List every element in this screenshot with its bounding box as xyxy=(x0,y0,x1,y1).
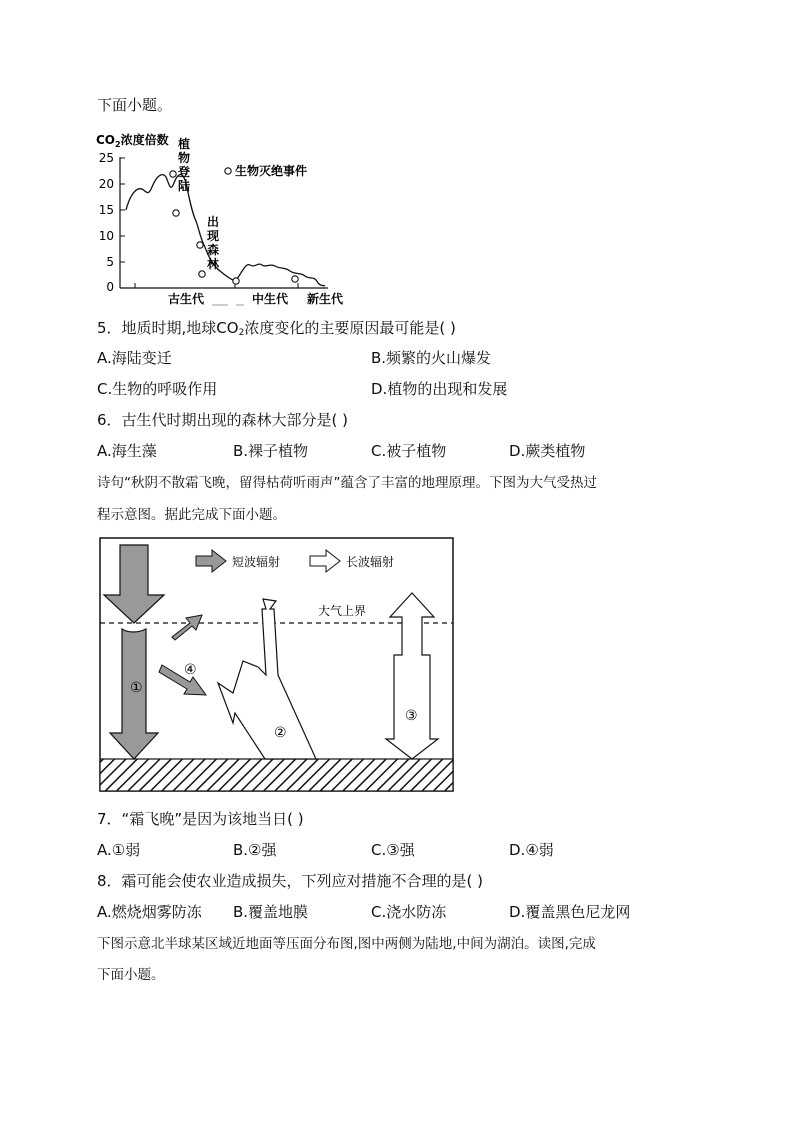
ground-surface xyxy=(100,759,453,791)
q8-option-b[interactable]: B.覆盖地膜 xyxy=(233,903,309,921)
q6-option-a[interactable]: A.海生藻 xyxy=(97,442,157,460)
q6-option-c[interactable]: C.被子植物 xyxy=(371,442,447,460)
question-7-stem: 7．“霜飞晚”是因为该地当日( ) xyxy=(97,810,304,828)
svg-text:植: 植 xyxy=(178,137,191,151)
q5-option-d[interactable]: D.植物的出现和发展 xyxy=(371,380,508,398)
q5-option-a[interactable]: A.海陆变迁 xyxy=(97,349,172,367)
svg-text:陆: 陆 xyxy=(178,179,191,193)
extinction-marker xyxy=(173,210,179,216)
co2-concentration-figure xyxy=(90,125,360,310)
svg-text:物: 物 xyxy=(178,151,191,165)
q7-option-d[interactable]: D.④弱 xyxy=(509,841,554,859)
label-3: ③ xyxy=(405,708,418,724)
intro-3-line-2: 下面小题。 xyxy=(97,967,165,983)
q5-option-c[interactable]: C.生物的呼吸作用 xyxy=(97,380,218,398)
y-tick-labels xyxy=(99,151,114,294)
q7-option-a[interactable]: A.①弱 xyxy=(97,841,141,859)
shortwave-legend-label: 短波辐射 xyxy=(232,555,281,569)
question-5-stem: 5．地质时期,地球$CO_2$浓度变化的主要原因最可能是( ) xyxy=(97,319,456,338)
svg-text:出: 出 xyxy=(207,215,220,229)
extinction-marker xyxy=(199,271,205,277)
y-tick-label: 25 xyxy=(98,151,114,165)
q7-option-c[interactable]: C.③强 xyxy=(371,841,415,859)
y-tick-marks xyxy=(120,158,125,262)
extinction-marker xyxy=(233,278,239,284)
annotation-forest-appears xyxy=(206,214,220,271)
intro-2-line-1: 诗句“秋阴不散霜飞晚，留得枯荷听雨声”蕴含了丰富的地理原理。下图为大气受热过 xyxy=(97,475,597,491)
co2-curve xyxy=(126,175,325,286)
y-tick-label: 10 xyxy=(98,229,114,243)
svg-text:林: 林 xyxy=(207,257,220,271)
y-tick-label: 15 xyxy=(98,203,114,217)
q7-option-b[interactable]: B.②强 xyxy=(233,841,277,859)
svg-text:森: 森 xyxy=(207,243,220,257)
svg-text:登: 登 xyxy=(178,165,191,179)
q6-option-b[interactable]: B.裸子植物 xyxy=(233,442,309,460)
intro-2-line-2: 程示意图。据此完成下面小题。 xyxy=(97,507,286,523)
x-tick-label-cenozoic: 新生代 xyxy=(306,292,344,306)
y-tick-label: 20 xyxy=(98,177,114,191)
q8-option-a[interactable]: A.燃烧烟雾防冻 xyxy=(97,903,202,921)
x-tick-label-paleozoic: 古生代 xyxy=(167,292,205,306)
x-tick-label-mesozoic: 中生代 xyxy=(251,292,289,306)
label-2: ② xyxy=(274,725,287,741)
q6-option-d[interactable]: D.蕨类植物 xyxy=(509,442,586,460)
x-tick-marks xyxy=(135,283,298,288)
extinction-marker xyxy=(170,171,176,177)
legend-label: 生物灭绝事件 xyxy=(235,164,308,178)
intro-text: 下面小题。 xyxy=(97,96,173,114)
q8-option-c[interactable]: C.浇水防冻 xyxy=(371,903,447,921)
y-axis-title: $CO_2$浓度倍数 xyxy=(96,133,169,149)
longwave-legend-label: 长波辐射 xyxy=(346,555,395,569)
y-tick-label: 0 xyxy=(106,280,114,294)
annotation-plants-landing xyxy=(177,136,190,193)
question-8-stem: 8．霜可能会使农业造成损失，下列应对措施不合理的是( ) xyxy=(97,872,484,890)
extinction-marker xyxy=(292,276,298,282)
q5-option-b[interactable]: B.频繁的火山爆发 xyxy=(371,349,492,367)
extinction-marker xyxy=(197,242,203,248)
q8-option-d[interactable]: D.覆盖黑色尼龙网 xyxy=(509,903,631,921)
label-4: ④ xyxy=(184,662,197,678)
question-6-stem: 6．古生代时期出现的森林大部分是( ) xyxy=(97,411,349,429)
y-tick-label: 5 xyxy=(106,255,114,269)
atmosphere-top-label: 大气上界 xyxy=(318,604,367,618)
intro-3-line-1: 下图示意北半球某区域近地面等压面分布图,图中两侧为陆地,中间为湖泊。读图,完成 xyxy=(97,936,596,952)
atmosphere-heating-figure xyxy=(98,537,456,795)
legend-marker xyxy=(225,168,231,174)
svg-text:现: 现 xyxy=(207,229,220,243)
label-1: ① xyxy=(130,680,143,696)
